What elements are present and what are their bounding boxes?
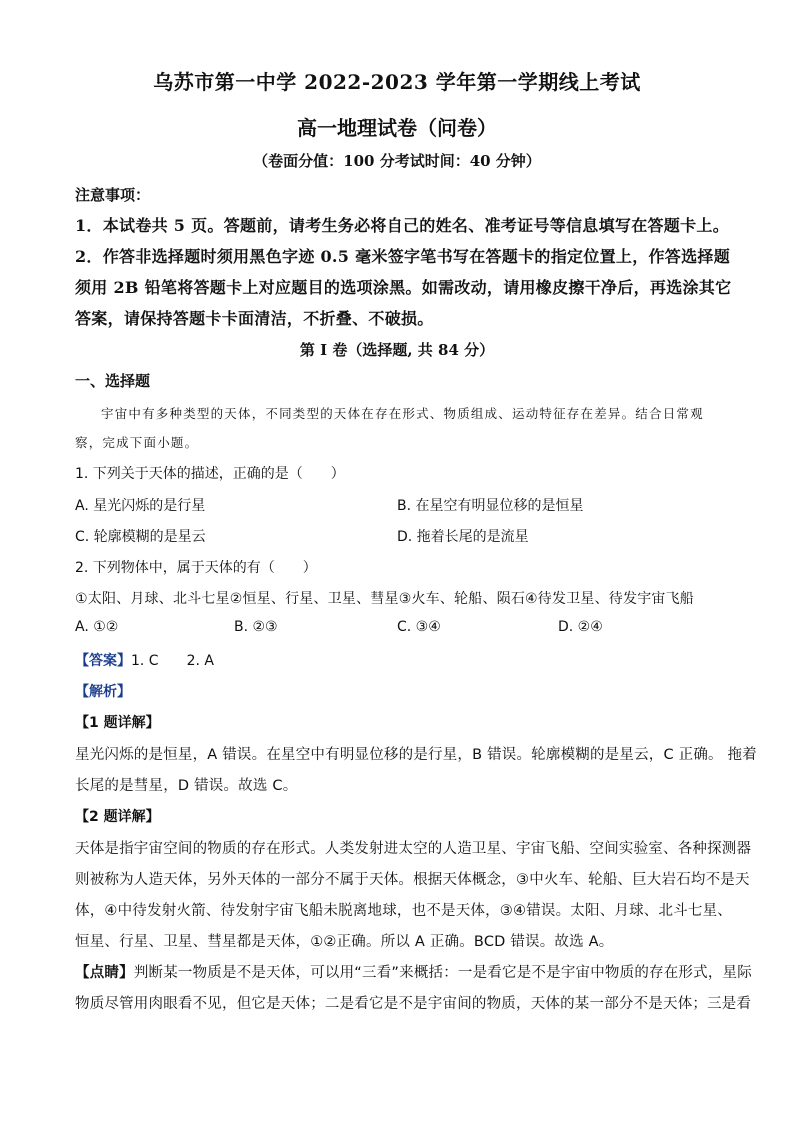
tip-text-1: 判断某一物质是不是天体，可以用“三看”来概括：一是看它是不是宇宙中物质的存在形式，星际 [133,965,752,981]
question-1-stem: 1. 下列关于天体的描述，正确的是（ ） [75,466,345,482]
answer-line [75,650,214,670]
question-2-option-a: A. ①② [75,619,119,635]
notice-heading: 注意事项： [75,186,151,204]
question-1-option-b: B. 在星空有明显位移的是恒星 [397,498,584,514]
exam-title: 乌苏市第一中学 2022-2023 学年第一学期线上考试 [153,70,641,94]
notice-item-1: 1．本试卷共 5 页。答题前，请考生务必将自己的姓名、准考证号等信息填写在答题卡上。 [75,216,730,235]
answer-label: 【答案】 [75,653,131,669]
passage-line-1: 宇宙中有多种类型的天体，不同类型的天体在存在形式、物质组成、运动特征存在差异。结合日常观 [101,406,704,421]
question-2-stem: 2. 下列物体中，属于天体的有（ ） [75,560,317,576]
detail-1-heading: 【1 题详解】 [75,715,160,731]
notice-item-2-line-1: 2．作答非选择题时须用黑色字迹 0.5 毫米签字笔书写在答题卡的指定位置上，作答选择题 [75,247,731,266]
detail-2-line-4: 恒星、行星、卫星、彗星都是天体，①②正确。所以 A 正确。BCD 错误。故选 A。 [75,934,614,950]
part-title: 第 I 卷（选择题, 共 84 分） [299,341,495,359]
notice-item-2-line-3: 答案，请保持答题卡卡面清洁，不折叠、不破损。 [75,309,434,328]
question-1-option-c: C. 轮廓模糊的是星云 [75,529,206,545]
tip-line-1 [75,961,752,982]
section-heading: 一、选择题 [75,372,151,390]
question-2-option-d: D. ②④ [558,619,603,635]
analysis-heading [75,681,131,701]
analysis-label: 【解析】 [75,684,131,700]
question-2-option-c: C. ③④ [397,619,441,635]
detail-2-line-2: 则被称为人造天体，另外天体的一部分不属于天体。根据天体概念，③中火车、轮船、巨大岩石均不是天 [75,872,750,888]
exam-score-time: （卷面分值：100 分考试时间：40 分钟） [253,152,541,170]
detail-2-line-1: 天体是指宇宙空间的物质的存在形式。人类发射进太空的人造卫星、宇宙飞船、空间实验室、各种探测器 [75,841,752,857]
detail-1-line-2: 长尾的是彗星，D 错误。故选 C。 [75,778,298,794]
detail-2-line-3: 体，④中待发射火箭、待发射宇宙飞船未脱离地球，也不是天体，③④错误。太阳、月球、北斗七星、 [75,903,732,919]
tip-label: 【点睛】 [75,965,134,981]
question-1-option-d: D. 拖着长尾的是流星 [397,529,529,545]
tip-line-2: 物质尽管用肉眼看不见，但它是天体；二是看它是不是宇宙间的物质，天体的某一部分不是天体；三是看 [75,996,752,1012]
detail-1-line-1: 星光闪烁的是恒星，A 错误。在星空中有明显位移的是行星，B 错误。轮廓模糊的是星云，C 正确。 拖着 [75,747,757,763]
question-2-items: ①太阳、月球、北斗七星②恒星、行星、卫星、彗星③火车、轮船、陨石④待发卫星、待发宇宙飞船 [75,591,695,607]
notice-item-2-line-2: 须用 2B 铅笔将答题卡上对应题目的选项涂黑。如需改动，请用橡皮擦干净后，再选涂其它 [75,278,732,297]
question-1-option-a: A. 星光闪烁的是行星 [75,498,206,514]
detail-2-heading: 【2 题详解】 [75,809,160,825]
exam-subtitle: 高一地理试卷（问卷） [297,116,497,140]
answer-text: 1. C 2. A [131,653,214,669]
question-2-option-b: B. ②③ [234,619,278,635]
passage-line-2: 察，完成下面小题。 [75,435,199,450]
